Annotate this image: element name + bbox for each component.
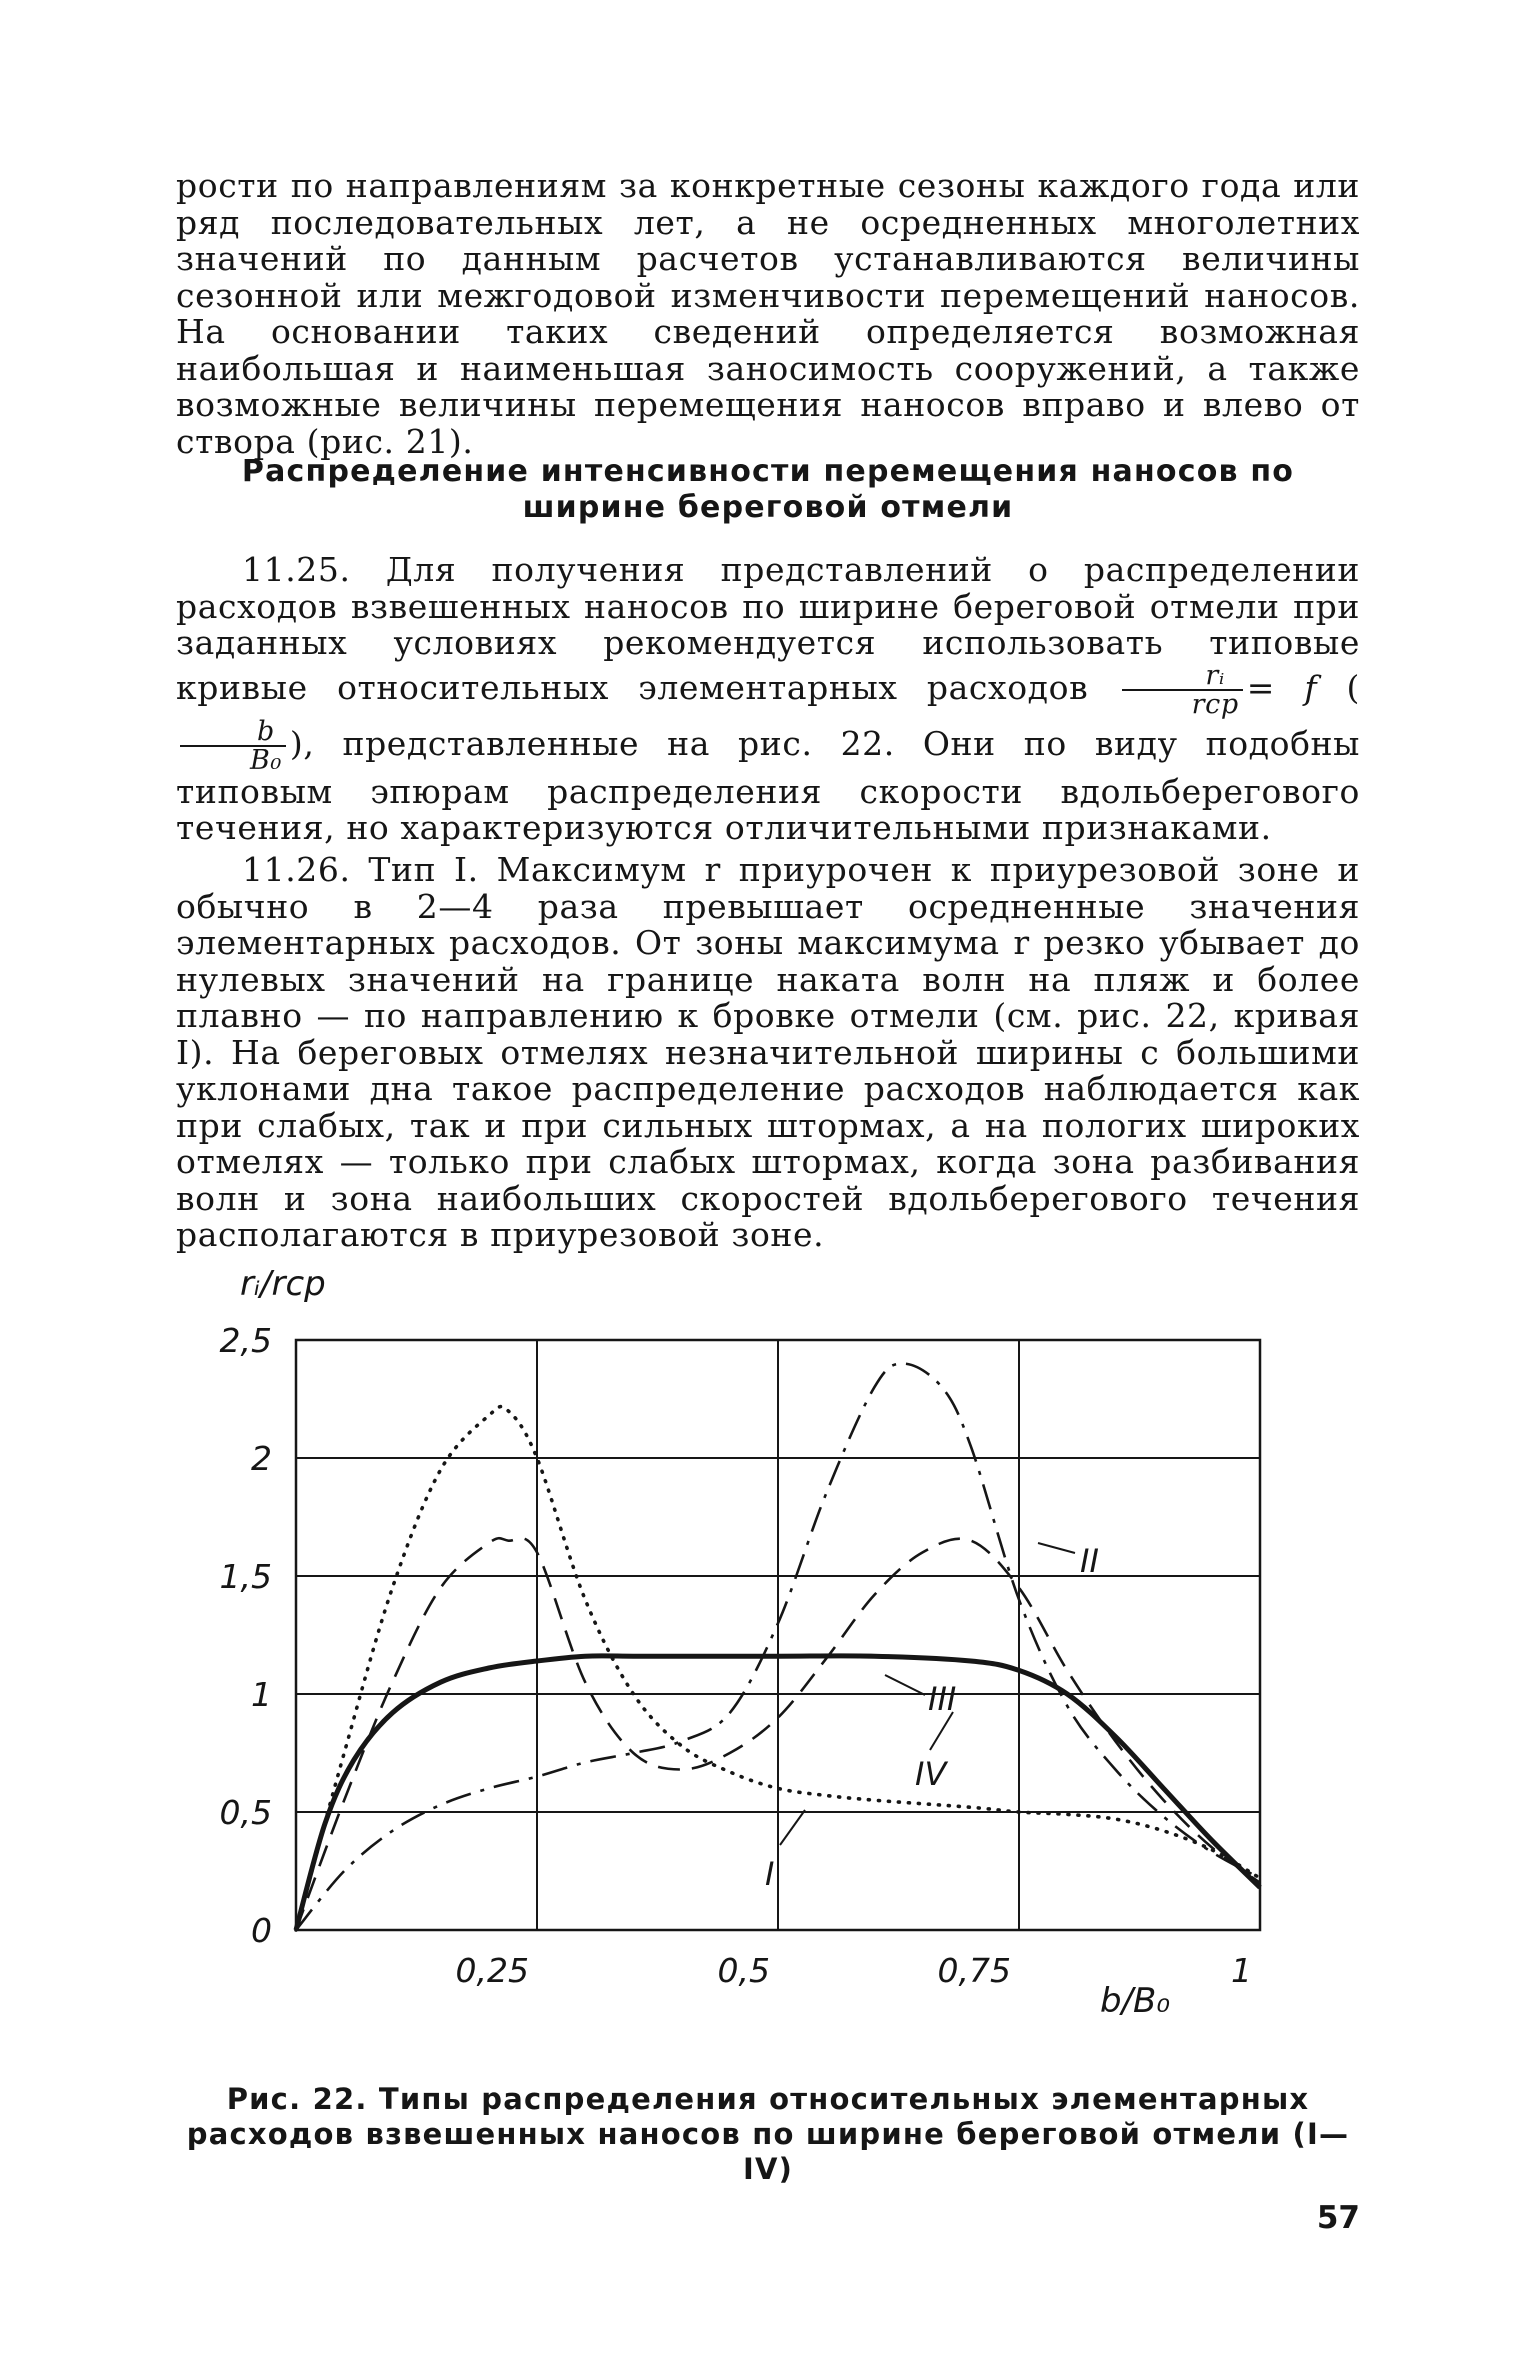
paragraph-2-part2: , представленные на рис. 22. Они по виду подобны типовым эпюрам распределения скорости вдольберегового течения, но характеризуются отличительными признаками.	[176, 723, 1360, 847]
chart-grid	[296, 1340, 1260, 1930]
leader-line-III	[885, 1675, 925, 1695]
width-denominator: B₀	[250, 744, 282, 776]
paragraph-2: 11.25. Для получения представлений о распределении расходов взвешенных наносов по ширине береговой отмели при заданных условиях рекомендуется использовать типовые кривые относительных элементарных расходов $\frac{\text{rᵢ}}{\text{rср}}$ = f ( $\frac{b}{\text{B₀}}$ ), представленные на рис. 22. Они по виду подобны типовым эпюрам распределения скорости вдольберегового течения, но характеризуются отличительными признаками.	[176, 550, 1360, 847]
figure-caption: Рис. 22. Типы распределения относительных элементарных расходов взвешенных наносов по ширине береговой отмели (I—IV)	[186, 2082, 1350, 2186]
curve-label-II: II	[1080, 1542, 1099, 1580]
x-tick-label: 0,25	[455, 1951, 529, 1990]
x-tick-label: 1	[1231, 1951, 1252, 1990]
paragraph-2-part1: 11.25. Для получения представлений о распределении расходов взвешенных наносов по ширине береговой отмели при заданных условиях рекомендуется использовать типовые кривые относительных элементарных расходов	[176, 550, 1360, 707]
x-tick-label: 0,5	[717, 1951, 770, 1990]
curve-label-III: III	[928, 1680, 957, 1718]
relative-width-fraction	[180, 715, 286, 776]
x-tick-label: 0,75	[937, 1951, 1011, 1990]
curve-label-I: I	[765, 1855, 775, 1893]
y-axis-label: rᵢ/rср	[240, 1264, 326, 1304]
ratio-denominator: rср	[1191, 688, 1239, 720]
y-tick-label: 2,5	[219, 1321, 272, 1360]
y-tick-label: 2	[251, 1439, 272, 1478]
y-tick-label: 0	[251, 1911, 272, 1950]
chart-curve-labels	[765, 1542, 1099, 1893]
y-tick-label: 1,5	[219, 1557, 272, 1596]
equals-f: = f	[1246, 667, 1318, 707]
figure-22-chart	[180, 1250, 1300, 2020]
x-axis-label: b/B₀	[1100, 1981, 1170, 2020]
page-number: 57	[1316, 2200, 1360, 2236]
y-tick-label: 1	[251, 1675, 272, 1714]
curve-label-IV: IV	[915, 1755, 947, 1793]
y-tick-label: 0,5	[219, 1793, 272, 1832]
leader-line-II	[1038, 1543, 1075, 1553]
paragraph-1: рости по направлениям за конкретные сезоны каждого года или ряд последовательных лет, а не осредненных многолетних значений по данным расчетов устанавливаются величины сезонной или межгодовой изменчивости перемещений наносов. На основании таких сведений определяется возможная наибольшая и наименьшая заносимость сооружений, а также возможные величины перемещения наносов вправо и влево от створа (рис. 21).	[176, 166, 1360, 461]
paragraph-3: 11.26. Тип I. Максимум r приурочен к приурезовой зоне и обычно в 2—4 раза превышает осредненные значения элементарных расходов. От зоны максимума r резко убывает до нулевых значений на границе наката волн на пляж и более плавно — по направлению к бровке отмели (см. рис. 22, кривая I). На береговых отмелях незначительной ширины с большими уклонами дна такое распределение расходов наблюдается как при слабых, так и при сильных штормах, а на пологих широких отмелях — только при слабых штормах, когда зона разбивания волн и зона наибольших скоростей вдольберегового течения располагаются в приурезовой зоне.	[176, 850, 1360, 1254]
leader-line-I	[780, 1810, 805, 1845]
ratio-fraction	[1122, 659, 1243, 720]
ratio-numerator: rᵢ	[1122, 662, 1243, 691]
section-heading: Распределение интенсивности перемещения наносов по ширине береговой отмели	[241, 454, 1295, 525]
width-numerator: b	[180, 718, 286, 747]
